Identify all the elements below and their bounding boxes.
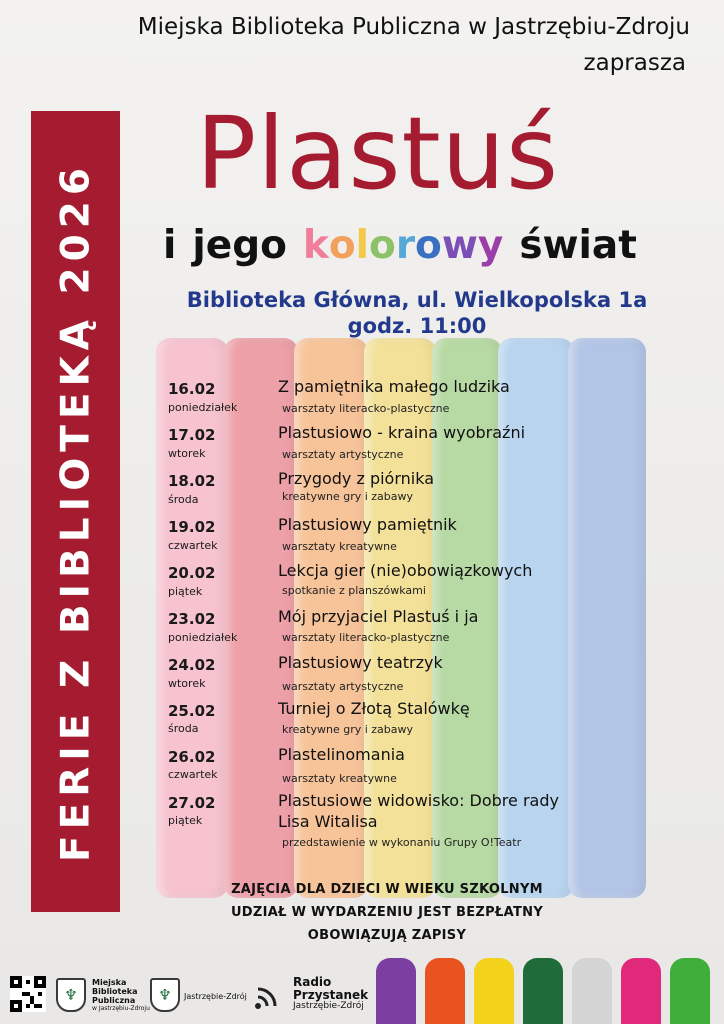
colorful-letter: o	[328, 223, 356, 268]
plasticine-piece	[376, 958, 416, 1024]
library-crest-icon: ♆	[56, 978, 86, 1012]
footer	[0, 950, 724, 1024]
event-description: warsztaty artystyczne	[282, 680, 404, 693]
plasticine-stick	[498, 338, 574, 898]
plasticine-piece	[523, 958, 563, 1024]
event-date: 19.02	[168, 518, 216, 536]
subtitle-word: świat	[519, 223, 637, 268]
city-logo-text: Jastrzębie-Zdrój	[184, 992, 247, 1001]
library-logo-line: Publiczna	[92, 996, 136, 1006]
event-day: środa	[168, 493, 199, 506]
event-description: warsztaty literacko-plastyczne	[282, 402, 450, 415]
event-day: czwartek	[168, 768, 218, 781]
event-title: Plastusiowy teatrzyk	[278, 653, 443, 672]
library-logo-text	[92, 978, 150, 1012]
note-registration: OBOWIĄZUJĄ ZAPISY	[307, 928, 467, 943]
event-time: godz. 11:00	[347, 314, 487, 338]
plasticine-piece	[425, 958, 465, 1024]
event-description: przedstawienie w wykonaniu Grupy O!Teatr	[282, 836, 522, 849]
event-title: Plastusiowe widowisko: Dobre rady	[278, 791, 559, 810]
qr-code	[10, 976, 46, 1012]
library-logo-line: Miejska	[92, 978, 127, 987]
note-age: ZAJĘCIA DLA DZIECI W WIEKU SZKOLNYM	[231, 882, 543, 897]
event-title: Turniej o Złotą Stalówkę	[278, 699, 470, 718]
event-date: 24.02	[168, 656, 216, 674]
event-day: czwartek	[168, 539, 218, 552]
event-description: kreatywne gry i zabawy	[282, 723, 414, 736]
event-title: Przygody z piórnika	[278, 469, 435, 488]
event-day: piątek	[168, 585, 203, 598]
event-date: 18.02	[168, 472, 216, 490]
event-title: Mój przyjaciel Plastuś i ja	[278, 607, 479, 626]
event-description: spotkanie z planszówkami	[282, 584, 426, 597]
plasticine-piece	[474, 958, 514, 1024]
event-description: kreatywne gry i zabawy	[282, 490, 414, 503]
city-crest-icon: ♆	[150, 978, 180, 1012]
colorful-letter: k	[302, 223, 329, 268]
colorful-letter: r	[395, 223, 416, 268]
main-title: Plastuś	[196, 95, 560, 212]
invite-word: zaprasza	[583, 50, 686, 76]
event-description: warsztaty kreatywne	[282, 772, 397, 785]
radio-logo-line: Radio	[293, 975, 332, 989]
event-title-continued: Lisa Witalisa	[278, 812, 378, 831]
plasticine-piece	[621, 958, 661, 1024]
event-date: 27.02	[168, 794, 216, 812]
side-banner	[31, 111, 120, 912]
plasticine-stick	[568, 338, 646, 898]
event-date: 16.02	[168, 380, 216, 398]
event-day: poniedziałek	[168, 401, 238, 414]
event-title: Plastusiowy pamiętnik	[278, 515, 457, 534]
event-date: 20.02	[168, 564, 216, 582]
subtitle-word: i	[163, 223, 177, 268]
organizer-name: Miejska Biblioteka Publiczna w Jastrzębiu-Zdroju	[137, 14, 690, 40]
event-title: Plastusiowo - kraina wyobraźni	[278, 423, 526, 442]
radio-logo-line: Jastrzębie-Zdrój	[293, 1001, 364, 1012]
event-day: piątek	[168, 814, 203, 827]
event-description: warsztaty artystyczne	[282, 448, 404, 461]
plasticine-piece	[572, 958, 612, 1024]
event-date: 23.02	[168, 610, 216, 628]
subtitle-word: jego	[192, 223, 287, 268]
event-day: poniedziałek	[168, 631, 238, 644]
colorful-letter: l	[355, 223, 370, 268]
note-free: UDZIAŁ W WYDARZENIU JEST BEZPŁATNY	[230, 905, 544, 920]
event-description: warsztaty literacko-plastyczne	[282, 631, 450, 644]
event-date: 17.02	[168, 426, 216, 444]
event-date: 26.02	[168, 748, 216, 766]
side-banner-text: FERIE Z BIBLIOTEKĄ 2026	[53, 161, 98, 862]
event-title: Plastelinomania	[278, 745, 405, 764]
colorful-letter: o	[415, 223, 442, 268]
colorful-word	[302, 223, 504, 268]
radio-logo-line: Przystanek	[293, 988, 369, 1003]
library-logo-line: Biblioteka	[92, 987, 138, 997]
radio-waves-icon	[250, 980, 284, 1014]
radio-logo-text	[293, 976, 368, 1012]
event-title: Z pamiętnika małego ludzika	[278, 377, 510, 396]
colorful-letter: w	[441, 223, 478, 268]
event-description: warsztaty kreatywne	[282, 540, 397, 553]
event-day: środa	[168, 722, 199, 735]
colorful-letter: o	[369, 223, 396, 268]
colorful-letter: y	[477, 223, 504, 268]
event-day: wtorek	[168, 447, 206, 460]
plasticine-piece	[670, 958, 710, 1024]
event-title: Lekcja gier (nie)obowiązkowych	[278, 561, 533, 580]
subtitle	[163, 223, 637, 268]
event-date: 25.02	[168, 702, 216, 720]
library-logo-line: w Jastrzębiu-Zdroju	[92, 1004, 150, 1012]
event-day: wtorek	[168, 677, 206, 690]
venue-address: Biblioteka Główna, ul. Wielkopolska 1a	[186, 288, 648, 312]
